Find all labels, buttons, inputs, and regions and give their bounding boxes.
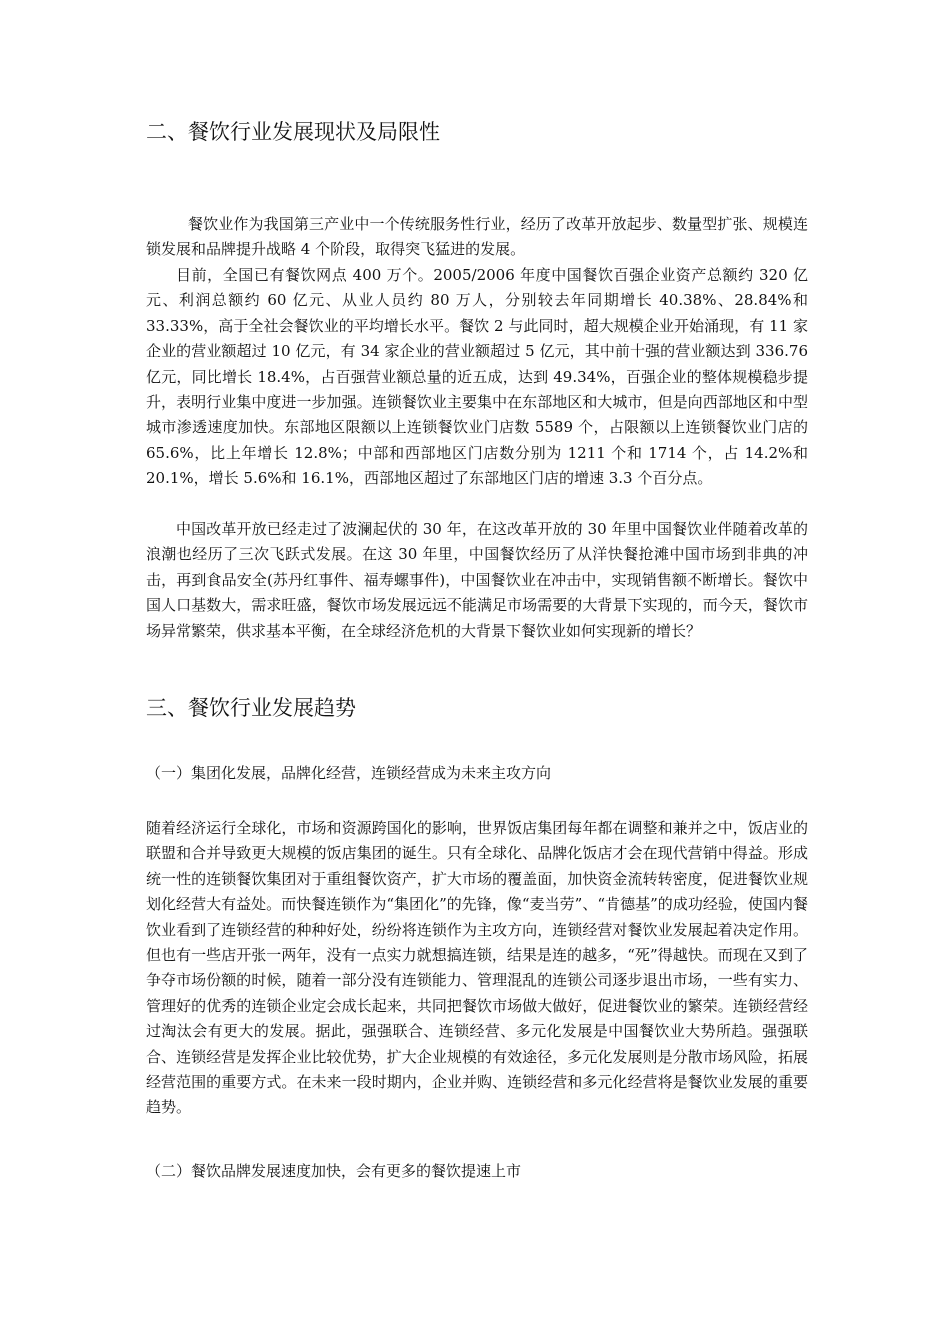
section-3-subheading-2: （二）餐饮品牌发展速度加快，会有更多的餐饮提速上市 [146,1162,522,1180]
section-2-paragraph-3: 中国改革开放已经走过了波澜起伏的 30 年，在这改革开放的 30 年里中国餐饮业伴随着改革的浪潮也经历了三次飞跃式发展。在这 30 年里，中国餐饮经历了从洋快餐抢滩中国市场到非典的冲击，再到食品安全(苏丹红事件、福寿螺事件)，中国餐饮业在冲击中，实现销售额不断增长。餐饮中国人口基数大，需求旺盛，餐饮市场发展远远不能满足市场需要的大背景下实现的，而今天，餐饮市场异常繁荣，供求基本平衡，在全球经济危机的大背景下餐饮业如何实现新的增长？ [146,520,808,640]
section-2-heading: 二、餐饮行业发展现状及局限性 [146,120,440,144]
section-2-paragraph-1: 餐饮业作为我国第三产业中一个传统服务性行业，经历了改革开放起步、数量型扩张、规模连锁发展和品牌提升战略 4 个阶段，取得突飞猛进的发展。 [146,215,808,259]
section-3-subheading-1: （一）集团化发展，品牌化经营，连锁经营成为未来主攻方向 [146,764,552,782]
section-3-sub1-body: 随着经济运行全球化，市场和资源跨国化的影响，世界饭店集团每年都在调整和兼并之中，饭店业的联盟和合并导致更大规模的饭店集团的诞生。只有全球化、品牌化饭店才会在现代营销中得益。形成统一性的连锁餐饮集团对于重组餐饮资产，扩大市场的覆盖面，加快资金流转转密度，促进餐饮业规划化经营大有益处。而快餐连锁作为“集团化”的先锋，像“麦当劳”、“肯德基”的成功经验，使国内餐饮业看到了连锁经营的种种好处，纷纷将连锁作为主攻方向，连锁经营对餐饮业发展起着决定作用。但也有一些店开张一两年，没有一点实力就想搞连锁，结果是连的越多，“死”得越快。而现在又到了争夺市场份额的时候，随着一部分没有连锁能力、管理混乱的连锁公司逐步退出市场，一些有实力、管理好的优秀的连锁企业定会成长起来，共同把餐饮市场做大做好，促进餐饮业的繁荣。连锁经营经过淘汰会有更大的发展。据此，强强联合、连锁经营、多元化发展是中国餐饮业大势所趋。强强联合、连锁经营是发挥企业比较优势，扩大企业规模的有效途径，多元化发展则是分散市场风险，拓展经营范围的重要方式。在未来一段时期内，企业并购、连锁经营和多元化经营将是餐饮业发展的重要趋势。 [146,819,808,1117]
section-3-heading: 三、餐饮行业发展趋势 [146,696,356,720]
section-2-paragraph-2: 目前，全国已有餐饮网点 400 万个。2005/2006 年度中国餐饮百强企业资产总额约 320 亿元、利润总额约 60 亿元、从业人员约 80 万人，分别较去年同期增长 40.38%、28.84%和 33.33%，高于全社会餐饮业的平均增长水平。餐饮 2 与此同时，超大规模企业开始涌现，有 11 家企业的营业额超过 10 亿元，有 34 家企业的营业额超过 5 亿元，其中前十强的营业额达到 336.76 亿元，同比增长 18.4%，占百强营业额总量的近五成，达到 49.34%，百强企业的整体规模稳步提升，表明行业集中度进一步加强。连锁餐饮业主要集中在东部地区和大城市，但是向西部地区和中型城市渗透速度加快。东部地区限额以上连锁餐饮业门店数 5589 个，占限额以上连锁餐饮业门店的 65.6%，比上年增长 12.8%；中部和西部地区门店数分别为 1211 个和 1714 个，占 14.2%和 20.1%，增长 5.6%和 16.1%，西部地区超过了东部地区门店的增速 3.3 个百分点。 [146,266,808,488]
